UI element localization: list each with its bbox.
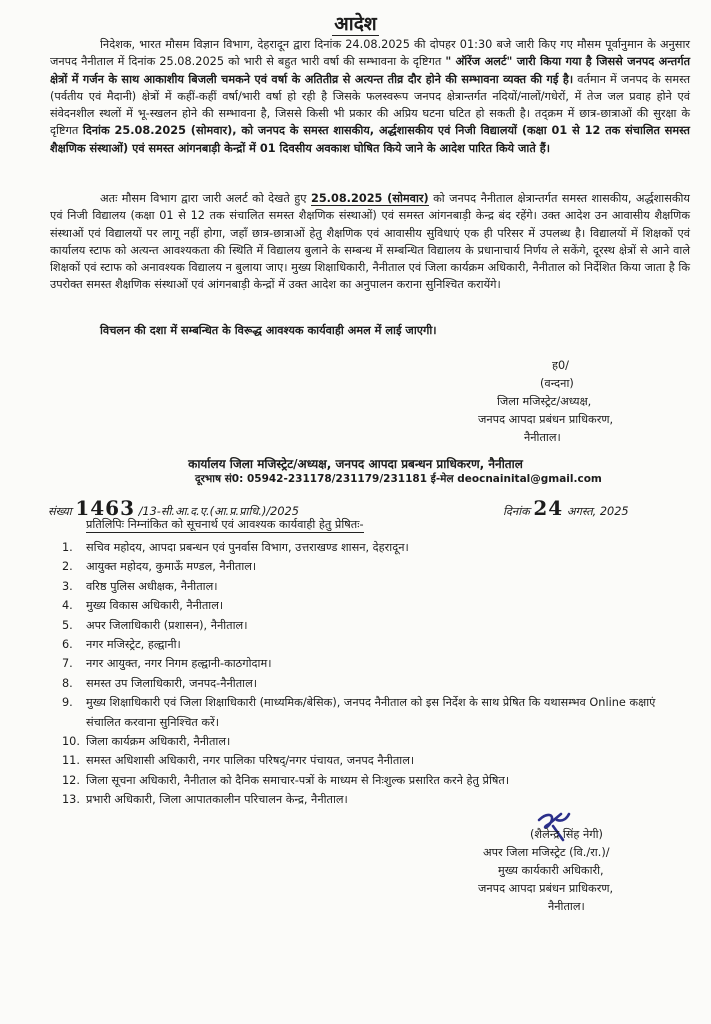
holiday-order-text: दिनांक 25.08.2025 (सोमवार), को जनपद के समस्त शासकीय, अर्द्धशासकीय एवं निजी विद्यालयों (कक्षा 01 से 12 तक संचालित समस्त शैक्षणिक संस्थाओं) एवं समस्त आंगनबाड़ी केन्द्रों में 01 दिवसीय अवकाश घोषित किये जाने के आदेश पारित किये जाते हैं।	[50, 124, 690, 155]
recipient-text: जिला सूचना अधिकारी, नैनीताल को दैनिक समाचार-पत्रों के माध्यम से निःशुल्क प्रसारित करने हेतु प्रेषित।	[86, 773, 510, 787]
recipient-item	[62, 693, 692, 732]
recipient-text: नगर आयुक्त, नगर निगम हल्द्वानी-काठगोदाम।	[86, 657, 272, 671]
recipient-number: 5.	[62, 618, 73, 632]
adm-name: (शैलेन्द्र सिंह नेगी)	[530, 828, 603, 841]
para2-text-3: को जनपद नैनीताल क्षेत्रान्तर्गत समस्त शासकीय, अर्द्धशासकीय एवं निजी विद्यालय (कक्षा 01 से 12 तक संचालित समस्त शैक्षणिक संस्थाओं) एवं समस्त आंगनबाड़ी केन्द्र बंद रहेंगे। उक्त आदेश उन आवासीय शैक्षणिक संस्थाओं एवं विद्यालयों पर लागू नहीं होगा, जहाँ छात्र-छात्राओं हेतु शैक्षणिक एवं आवासीय सुविधाएं एक ही परिसर में उपलब्ध है। विद्यालयों में शिक्षकों एवं कार्यालय स्टाफ को अत्यन्त आवश्यकता की स्थिति में विद्यालय बुलाने के सम्बन्ध में सम्बन्धित विद्यालय के प्रधानाचार्य निर्णय ले सकेंगे, दूरस्थ क्षेत्रों से आने वाले शिक्षकों एवं स्टाफ को अनावश्यक विद्यालय न बुलाया जाए। मुख्य शिक्षाधिकारी, नैनीताल एवं जिला कार्यक्रम अधिकारी, नैनीताल को निर्देशित किया जाता है कि उपरोक्त समस्त शैक्षणिक संस्थाओं एवं आंगनबाड़ी केन्द्रों में उक्त आदेश का अनुपालन कराना सुनिश्चित करायेंगे।	[50, 192, 690, 292]
recipient-text: वरिष्ठ पुलिस अधीक्षक, नैनीताल।	[86, 579, 218, 593]
recipient-item	[62, 538, 692, 557]
recipient-text: नगर मजिस्ट्रेट, हल्द्वानी।	[86, 638, 181, 652]
signatory-name: (वन्दना)	[540, 377, 574, 390]
recipient-text: आयुक्त महोदय, कुमाऊँ मण्डल, नैनीताल।	[86, 560, 257, 574]
recipient-item	[62, 557, 692, 576]
recipient-item	[62, 751, 692, 770]
recipient-text: अपर जिलाधिकारी (प्रशासन), नैनीताल।	[86, 618, 248, 632]
reference-label: संख्या	[48, 505, 72, 518]
recipient-item	[62, 596, 692, 615]
date-day: 24	[533, 496, 564, 520]
signatory-designation: जिला मजिस्ट्रेट/अध्यक्ष,	[497, 395, 592, 408]
recipient-item	[62, 635, 692, 654]
recipient-item	[62, 771, 692, 790]
recipient-number: 12.	[62, 773, 80, 787]
order-paragraph-3: विचलन की दशा में सम्बन्धित के विरूद्ध आवश्यक कार्यवाही अमल में लाई जाएगी।	[100, 324, 437, 337]
reference-code: /13-सी.आ.द.ए.(आ.प्र.प्राधि.)/2025	[138, 505, 299, 518]
adm-ceo-title: मुख्य कार्यकारी अधिकारी,	[498, 864, 604, 877]
recipient-text: मुख्य विकास अधिकारी, नैनीताल।	[86, 599, 224, 613]
date-label: दिनांक	[503, 505, 530, 518]
recipient-item	[62, 616, 692, 635]
adm-place: नैनीताल।	[548, 900, 585, 913]
para1-text-3: वर्तमान में जनपद के समस्त (पर्वतीय एवं मैदानी) क्षेत्रों में कहीं-कहीं वर्षा/भारी वर्षा हो रही है जिसके फलस्वरूप जनपद क्षेत्रान्तर्गत नदियों/नालों/गधेरों, में तेज जल प्रवाह होने एवं संवेदनशील स्थलों में भू-स्खलन होने की सम्भावना है, जिससे किसी भी प्रकार की अप्रिय घटना घटित हो सकती है। तद्क्रम में छात्र-छात्राओं की सुरक्षा के दृष्टिगत	[50, 72, 691, 138]
recipient-text: समस्त अधिशासी अधिकारी, नगर पालिका परिषद्/नगर पंचायत, जनपद नैनीताल।	[86, 754, 415, 768]
recipient-number: 9.	[62, 696, 73, 710]
recipient-number: 10.	[62, 735, 80, 749]
recipient-item	[62, 654, 692, 673]
office-heading: कार्यालय जिला मजिस्ट्रेट/अध्यक्ष, जनपद आपदा प्रबन्धन प्राधिकरण, नैनीताल	[188, 457, 523, 471]
closure-date: 25.08.2025 (सोमवार)	[310, 192, 429, 205]
order-paragraph-2	[50, 190, 690, 294]
recipient-list	[62, 538, 692, 810]
recipient-number: 1.	[62, 541, 73, 554]
recipient-item	[62, 790, 692, 809]
order-paragraph-1	[50, 36, 690, 157]
copy-to-heading: प्रतिलिपिः निम्नांकित को सूचनार्थ एवं आवश्यक कार्यवाही हेतु प्रेषितः-	[86, 518, 364, 531]
para2-text-1: अतः मौसम विभाग द्वारा जारी अलर्ट को देखते हुए	[100, 192, 307, 205]
signed-mark: ह0/	[552, 359, 569, 372]
recipient-text: जिला कार्यक्रम अधिकारी, नैनीताल।	[86, 735, 231, 749]
recipient-text: प्रभारी अधिकारी, जिला आपातकालीन परिचालन केन्द्र, नैनीताल।	[86, 793, 348, 807]
signatory-authority: जनपद आपदा प्रबंधन प्राधिकरण,	[478, 413, 614, 426]
recipient-text: सचिव महोदय, आपदा प्रबन्धन एवं पुनर्वास विभाग, उत्तराखण्ड शासन, देहरादून।	[86, 541, 409, 554]
recipient-number: 3.	[62, 579, 73, 593]
recipient-number: 2.	[62, 560, 73, 574]
adm-authority: जनपद आपदा प्रबंधन प्राधिकरण,	[478, 882, 614, 895]
recipient-item	[62, 577, 692, 596]
date-month-year: अगस्त, 2025	[566, 505, 629, 518]
adm-designation: अपर जिला मजिस्ट्रेट (वि./रा.)/	[483, 846, 610, 859]
signatory-place: नैनीताल।	[524, 431, 561, 444]
recipient-number: 7.	[62, 657, 73, 671]
recipient-number: 13.	[62, 793, 80, 807]
office-contact: दूरभाष सं0: 05942-231178/231179/231181 ई-मेल deocnainital@gmail.com	[195, 473, 602, 485]
recipient-number: 4.	[62, 599, 73, 613]
recipient-number: 11.	[62, 754, 80, 768]
recipient-item	[62, 674, 692, 693]
orange-alert-text: " ऑरेंज अलर्ट" जारी किया गया है जिससे जनपद अन्तर्गत क्षेत्रों में गर्जन के साथ आकाशीय बिजली चमकने एवं वर्षा के अतितीव्र से अत्यन्त तीव्र दौर होने की सम्भावना व्यक्त की गई है।	[50, 55, 691, 86]
reference-number: 1463	[75, 496, 135, 520]
recipient-item	[62, 732, 692, 751]
document-title: आदेश	[334, 13, 377, 35]
recipient-number: 6.	[62, 638, 73, 652]
recipient-text: समस्त उप जिलाधिकारी, जनपद-नैनीताल।	[86, 676, 258, 690]
para1-text-1: निदेशक, भारत मौसम विज्ञान विभाग, देहरादून द्वारा दिनांक 24.08.2025 की दोपहर 01:30 बजे जारी किए गए मौसम पूर्वानुमान के अनुसार जनपद नैनीताल में दिनांक 25.08.2025 को भारी से बहुत भारी वर्षा की सम्भावना के दृष्टिगत	[50, 38, 690, 69]
recipient-text: मुख्य शिक्षाधिकारी एवं जिला शिक्षाधिकारी (माध्यमिक/बेसिक), जनपद नैनीताल को इस निर्देश के साथ प्रेषित कि यथासम्भव Online कक्षाएं संचालित करवाना सुनिश्चित करें।	[86, 696, 656, 729]
recipient-number: 8.	[62, 676, 73, 690]
